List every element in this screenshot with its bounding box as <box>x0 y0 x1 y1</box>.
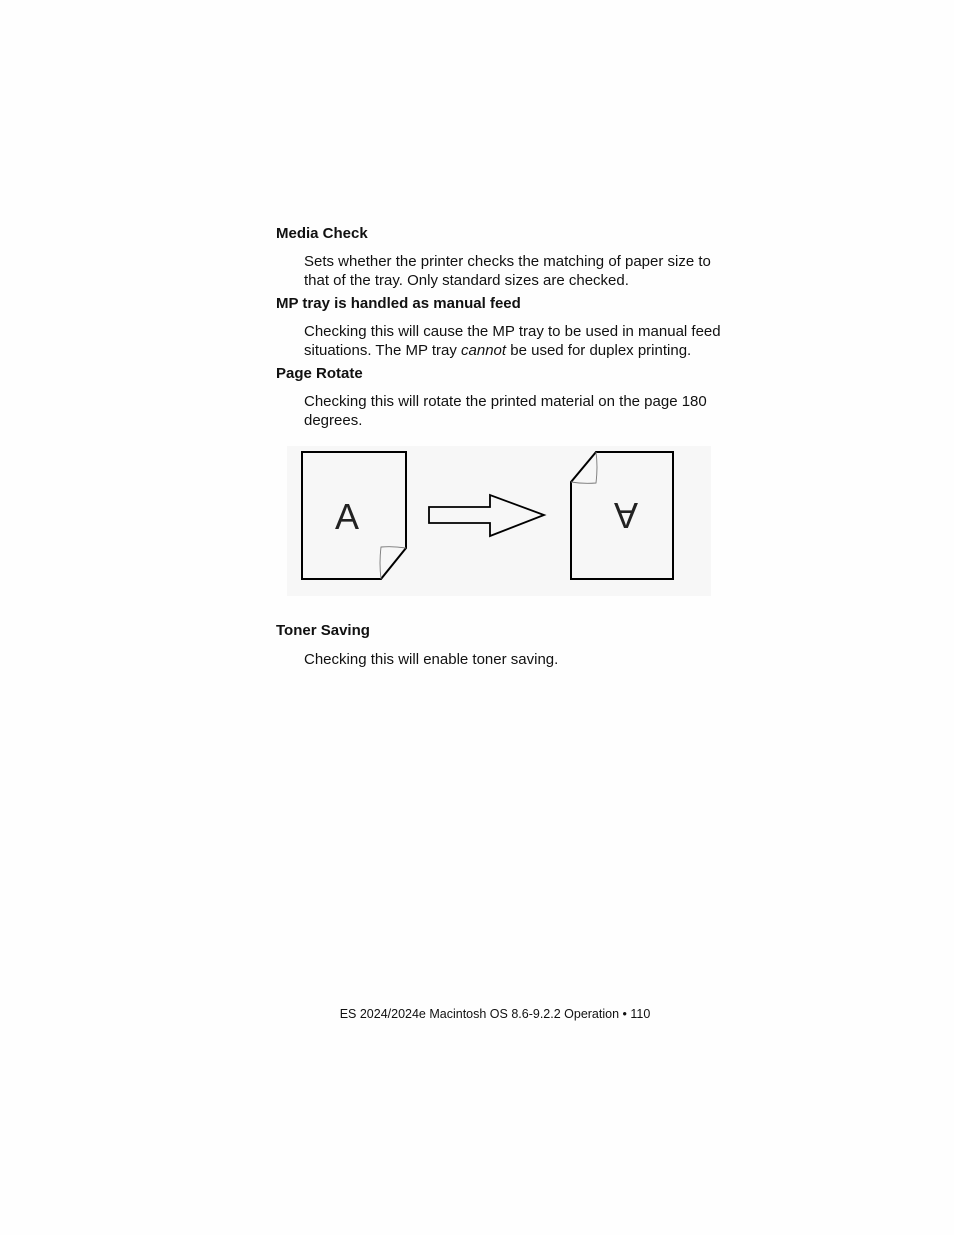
page-rotate-illustration <box>287 446 711 596</box>
mp-tray-emphasis: cannot <box>461 341 507 359</box>
original-page-letter: A <box>334 496 360 537</box>
media-check-description <box>304 253 711 290</box>
rotated-page-letter: A <box>613 495 639 536</box>
mp-tray-line-2-before: situations. The MP tray <box>304 341 462 359</box>
page-rotate-line-1: Checking this will rotate the printed material on the page 180 <box>304 393 707 410</box>
page-rotate-line-2: degrees. <box>304 411 363 429</box>
toner-saving-description <box>304 651 558 670</box>
heading-page-rotate: Page Rotate <box>276 365 363 382</box>
page-rotate-figure <box>287 446 711 596</box>
right-arrow-icon <box>429 495 544 536</box>
heading-mp-tray-manual-feed: MP tray is handled as manual feed <box>276 295 521 312</box>
toner-saving-line-1: Checking this will enable toner saving. <box>304 651 559 668</box>
media-check-line-2: that of the tray. Only standard sizes are checked. <box>304 271 629 289</box>
mp-tray-line-2-after: be used for duplex printing. <box>506 341 692 359</box>
page-footer: ES 2024/2024e Macintosh OS 8.6-9.2.2 Operation • 110 <box>339 1007 651 1021</box>
mp-tray-description <box>304 323 721 360</box>
page-rotate-description <box>304 393 707 430</box>
heading-media-check: Media Check <box>276 225 368 242</box>
media-check-line-1: Sets whether the printer checks the matching of paper size to <box>304 253 711 270</box>
mp-tray-line-1: Checking this will cause the MP tray to be used in manual feed <box>304 323 721 340</box>
heading-toner-saving: Toner Saving <box>276 622 370 639</box>
